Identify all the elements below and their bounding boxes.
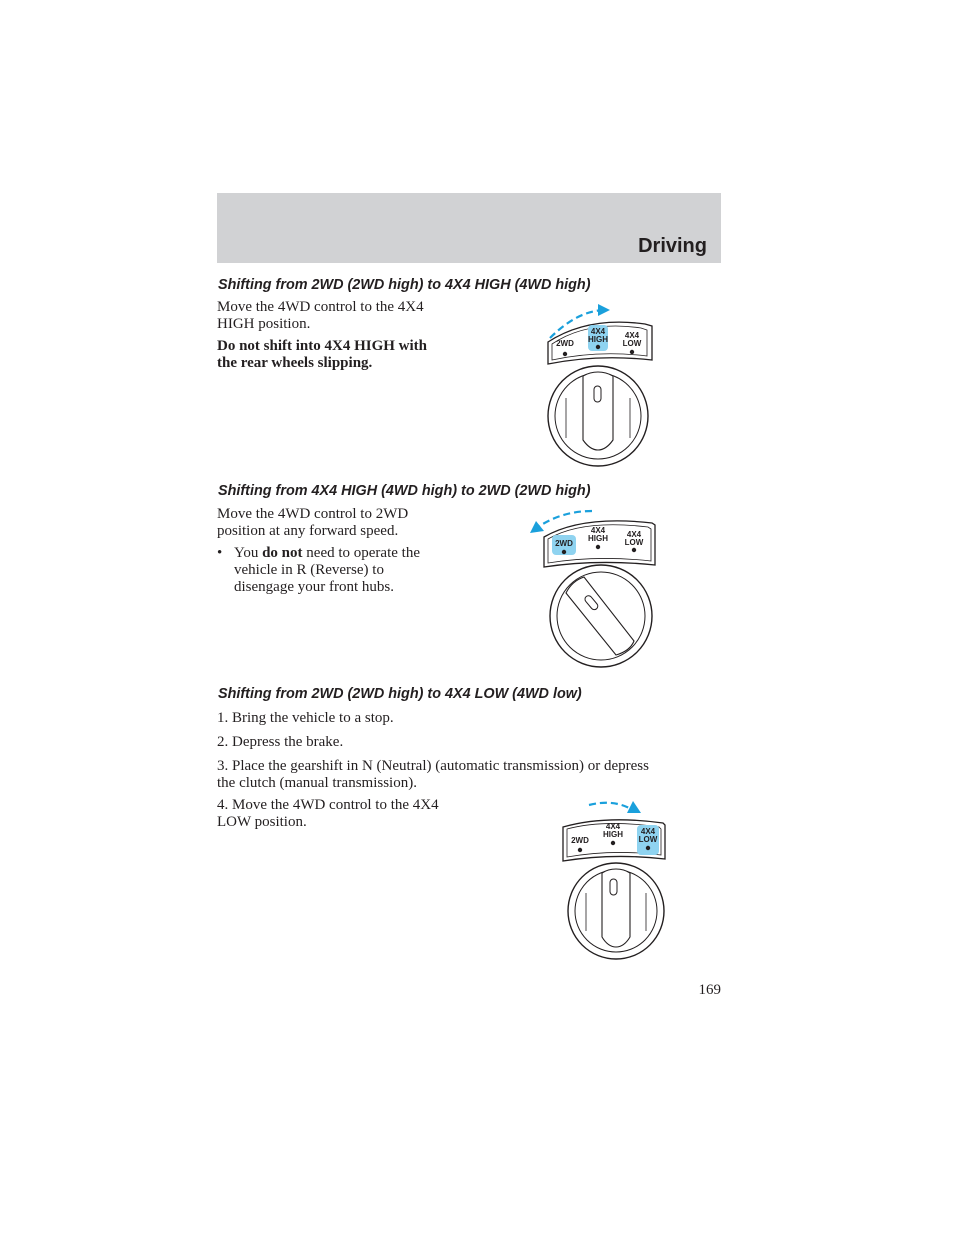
arrow-head-icon [530,521,544,533]
label-high: HIGH [588,534,608,543]
label-4x4-high-top: 4X4 [605,822,621,831]
figure-4wd-knob-to-2wd [522,505,662,675]
arrow-head-icon [627,801,641,813]
knob-grip [583,372,613,450]
step-1: 1. Bring the vehicle to a stop. [217,710,394,726]
section1-heading: Shifting from 2WD (2WD high) to 4X4 HIGH (4WD high) [218,277,591,293]
label-high: HIGH [603,830,623,839]
section2-bullet [217,545,477,597]
section1-line1: Move the 4WD control to the 4X4 [217,299,424,315]
step-2: 2. Depress the brake. [217,734,344,750]
section2-heading: Shifting from 4X4 HIGH (4WD high) to 2WD (2WD high) [218,483,591,499]
label-2wd: 2WD [571,836,589,845]
section2-line2: position at any forward speed. [217,523,399,539]
figure-4wd-knob-to-low [545,797,685,967]
step-4-line2: LOW position. [217,814,307,830]
bullet-rest: need to operate the [302,545,420,561]
step-3-line1: 3. Place the gearshift in N (Neutral) (automatic transmission) or depress [217,758,649,774]
bullet-line2: vehicle in R (Reverse) to [234,562,384,578]
section2-line1: Move the 4WD control to 2WD [217,506,409,522]
section-title: Driving [638,235,707,257]
section3-heading: Shifting from 2WD (2WD high) to 4X4 LOW (4WD low) [218,686,582,702]
label-2wd: 2WD [556,339,574,348]
section1-warning-line2: the rear wheels slipping. [217,355,373,371]
label-4x4-high-top: 4X4 [590,526,606,535]
label-4x4-high-top: 4X4 [590,327,606,336]
section1-warning-line1: Do not shift into 4X4 HIGH with [217,338,428,354]
bullet-prefix: You [234,545,263,561]
step-4-line1: 4. Move the 4WD control to the 4X4 [217,797,439,813]
label-2wd: 2WD [555,539,573,548]
header-band [217,193,721,263]
label-4x4-low-top: 4X4 [640,827,656,836]
label-4x4-low-top: 4X4 [626,530,642,539]
bullet-emphasis: do not [262,545,303,561]
label-low: LOW [622,339,642,348]
dashed-arrow-path [589,803,631,809]
label-low: LOW [624,538,644,547]
figure-4wd-knob-to-high [528,300,668,470]
bullet-line3: disengage your front hubs. [234,579,394,595]
label-4x4-low-top: 4X4 [624,331,640,340]
page-number: 169 [698,982,721,998]
step-3-line2: the clutch (manual transmission). [217,775,417,791]
bullet-dot: • [217,545,223,561]
knob-grip [602,869,630,947]
arrow-head-icon [598,304,610,316]
section1-line2: HIGH position. [217,316,311,332]
label-high: HIGH [588,335,608,344]
label-low: LOW [638,835,658,844]
